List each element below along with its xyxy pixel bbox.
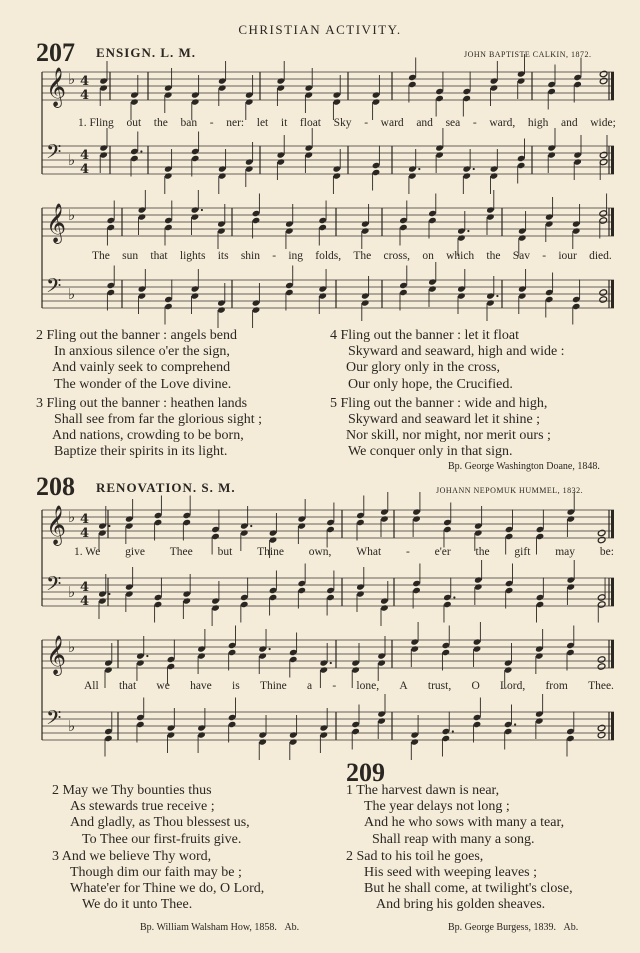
dot (146, 655, 148, 657)
author-207: Bp. George Washington Doane, 1848. (448, 461, 600, 472)
lyric-syllable: cross, (383, 250, 411, 262)
verse-line: Baptize their spirits in its light. (54, 444, 228, 460)
verse-line: Shall see from far the glorious sight ; (54, 411, 263, 427)
lyric-syllable: shin (240, 250, 260, 262)
verse-line: Though dim our faith may be ; (70, 864, 242, 880)
verse-line: And bring his golden sheaves. (376, 897, 546, 913)
lyric-syllable: that (118, 680, 137, 692)
lyric-syllable: lone, (356, 680, 380, 692)
note-head (597, 536, 606, 543)
time-signature-bottom: 4 (80, 594, 90, 609)
dot (452, 730, 454, 732)
lyric-syllable: The (92, 250, 110, 262)
dot (108, 593, 110, 595)
verse-line: And gladly, as Thou blessest us, (70, 815, 250, 831)
lyric-syllable: out (126, 117, 142, 129)
flat-icon: ♭ (68, 70, 76, 88)
verse-line: We conquer only in that sign. (348, 444, 513, 460)
note-head (597, 731, 606, 738)
verses-209 (346, 783, 573, 914)
lyric-syllable: Lord, (500, 680, 526, 692)
verse-line: 2 Sad to his toil he goes, (346, 848, 484, 864)
lyric-syllable: Sav (512, 250, 530, 262)
lyric-syllable: the (486, 250, 501, 262)
verse-line: Our glory only in the cross, (346, 360, 500, 376)
verse-line: The year delays not long ; (364, 799, 510, 815)
verse-line: But he shall come, at twilight's close, (364, 881, 573, 897)
time-signature-bottom: 4 (80, 526, 90, 541)
lyric-syllable: which (446, 250, 475, 262)
lyric-syllable: but (217, 546, 233, 558)
lyric-syllable: that (150, 250, 168, 262)
verse-line: And nations, crowding to be born, (52, 428, 244, 444)
lyric-syllable: it (280, 117, 288, 129)
flat-icon: ♭ (68, 508, 76, 526)
lyric-syllable: died. (589, 250, 612, 262)
lyrics-line (92, 250, 612, 262)
verse-line: We do it unto Thee. (82, 897, 193, 913)
verse-line: And he who sows with many a tear, (364, 815, 565, 831)
tune-name-207: ENSIGN. L. M. (96, 45, 197, 60)
flat-icon: ♭ (68, 717, 76, 735)
verse-line: Nor skill, nor might, nor merit ours ; (346, 428, 551, 444)
lyric-hyphen: - (405, 546, 410, 558)
lyric-hyphen: - (272, 250, 277, 262)
lyric-syllable: ward (380, 117, 404, 129)
dot (467, 230, 469, 232)
lyric-syllable: ward, (489, 117, 516, 129)
dot (269, 648, 271, 650)
lyric-syllable: Thine (257, 546, 284, 558)
lyric-syllable: and (416, 117, 433, 129)
note-head (597, 663, 606, 670)
verse-line: Shall reap with many a song. (372, 831, 535, 847)
dot (250, 525, 252, 527)
lyric-syllable: from (545, 680, 568, 692)
lyric-syllable: is (232, 680, 240, 692)
note-head (597, 656, 606, 663)
bass-clef-icon: 𝄢 (46, 274, 62, 302)
lyric-syllable: Thee (169, 546, 193, 558)
time-signature-top: 4 (80, 148, 90, 163)
flat-icon: ♭ (68, 151, 76, 169)
bass-clef-icon: 𝄢 (46, 706, 62, 734)
lyric-syllable: sun (122, 250, 139, 262)
time-signature-top: 4 (80, 74, 90, 89)
lyric-syllable: own, (308, 546, 332, 558)
dot (453, 596, 455, 598)
author-208: Bp. William Walsham How, 1858. Ab. (140, 922, 300, 933)
lyric-syllable: ban (180, 117, 198, 129)
lyric-syllable: A (399, 680, 408, 692)
lyric-syllable: What (356, 546, 382, 558)
lyric-syllable: ing (288, 250, 304, 262)
dot (514, 723, 516, 725)
bass-clef-icon: 𝄢 (46, 572, 62, 600)
lyric-syllable: Sky (333, 117, 352, 129)
lyric-hyphen: - (332, 680, 337, 692)
note-head (599, 70, 608, 77)
verse-line: And vainly seek to comprehend (52, 360, 231, 376)
lyric-hyphen: - (542, 250, 547, 262)
composer-208: JOHANN NEPOMUK HUMMEL, 1832. (436, 486, 584, 495)
lyric-syllable: Thee. (588, 680, 614, 692)
hymn-number-208: 208 (36, 472, 75, 501)
music-system (42, 66, 614, 192)
verses-right-207 (330, 328, 565, 461)
hymn-number-207: 207 (36, 38, 75, 67)
lyric-syllable: high (527, 117, 549, 129)
lyric-syllable: lights (179, 250, 206, 262)
flat-icon: ♭ (68, 285, 76, 303)
verse-line: His seed with weeping leaves ; (364, 864, 538, 880)
lyric-syllable: folds, (315, 250, 342, 262)
verse-line: As stewards true receive ; (70, 799, 215, 815)
verse-line: 5 Fling out the banner : wide and high, (330, 395, 548, 411)
note-head (597, 724, 606, 731)
lyric-syllable: The (353, 250, 372, 262)
bass-clef-icon: 𝄢 (46, 140, 62, 168)
lyric-syllable: and (560, 117, 578, 129)
lyric-hyphen: - (472, 117, 477, 129)
note-head (599, 296, 608, 303)
time-signature-top: 4 (80, 512, 90, 527)
treble-clef-icon: 𝄞 (46, 67, 67, 107)
dot (473, 168, 475, 170)
lyric-syllable: O (471, 680, 480, 692)
lyrics-line (74, 546, 614, 558)
lyric-syllable: have (190, 680, 212, 692)
verse-line: 1 The harvest dawn is near, (346, 783, 500, 798)
lyrics-line (78, 117, 616, 129)
verse-line: Skyward and seaward let it shine ; (348, 411, 541, 427)
verses-left-207 (36, 328, 262, 461)
composer-207: JOHN BAPTISTE CALKIN, 1872. (464, 50, 592, 59)
verse-line: 2 May we Thy bounties thus (52, 783, 212, 798)
dot (108, 525, 110, 527)
lyric-hyphen: - (209, 117, 214, 129)
dot (201, 209, 203, 211)
lyric-syllable: sea (445, 117, 461, 129)
lyric-syllable: gift (514, 546, 531, 558)
tune-name-208: RENOVATION. S. M. (96, 480, 236, 495)
lyric-syllable: Thine (259, 680, 287, 692)
lyric-syllable: may (555, 546, 576, 558)
lyric-syllable: the (153, 117, 168, 129)
verse-line: Skyward and seaward, high and wide : (348, 344, 565, 360)
lyric-syllable: 1. We (74, 546, 101, 558)
time-signature-bottom: 4 (80, 88, 90, 103)
lyric-syllable: All (84, 680, 99, 692)
lyric-syllable: trust, (427, 680, 452, 692)
lyric-syllable: the (475, 546, 490, 558)
flat-icon: ♭ (68, 206, 76, 224)
treble-clef-icon: 𝄞 (46, 635, 67, 675)
note-head (599, 289, 608, 296)
treble-clef-icon: 𝄞 (46, 203, 67, 243)
page-title: CHRISTIAN ACTIVITY. (238, 22, 402, 37)
lyric-syllable: be: (599, 546, 614, 558)
verses-208 (52, 783, 264, 914)
lyric-syllable: float (299, 117, 321, 129)
time-signature-top: 4 (80, 580, 90, 595)
lyric-syllable: iour (558, 250, 577, 262)
verse-line: To Thee our first-fruits give. (82, 831, 242, 847)
verse-line: The wonder of the Love divine. (54, 376, 232, 392)
dot (418, 168, 420, 170)
verse-line: 4 Fling out the banner : let it float (330, 328, 519, 343)
verse-line: 2 Fling out the banner : angels bend (36, 328, 238, 343)
time-signature-bottom: 4 (80, 162, 90, 177)
dot (330, 662, 332, 664)
verse-line: 3 And we believe Thy word, (52, 848, 212, 864)
verse-line: In anxious silence o'er the sign, (54, 344, 230, 360)
note-head (599, 77, 608, 84)
lyric-syllable: a (307, 680, 313, 692)
lyric-syllable: let (256, 117, 269, 129)
note-head (597, 529, 606, 536)
lyric-syllable: ner: (226, 117, 245, 129)
author-209: Bp. George Burgess, 1839. Ab. (448, 922, 579, 933)
verse-line: Whate'er for Thine we do, O Lord, (70, 881, 265, 897)
lyric-syllable: 1. Fling (78, 117, 114, 129)
lyric-syllable: e'er (434, 546, 451, 558)
verse-line: Our only hope, the Crucified. (348, 376, 513, 392)
flat-icon: ♭ (68, 583, 76, 601)
treble-clef-icon: 𝄞 (46, 505, 67, 545)
lyrics-line (84, 680, 614, 692)
flat-icon: ♭ (68, 638, 76, 656)
lyric-syllable: wide; (590, 117, 616, 129)
lyric-hyphen: - (364, 117, 369, 129)
lyric-syllable: on (422, 250, 434, 262)
lyric-syllable: give (125, 546, 145, 558)
lyric-syllable: its (217, 250, 229, 262)
lyric-syllable: we (156, 680, 170, 692)
dot (496, 295, 498, 297)
verse-line: 3 Fling out the banner : heathen lands (36, 395, 248, 411)
dot (140, 150, 142, 152)
hymn-number-209: 209 (346, 758, 385, 787)
